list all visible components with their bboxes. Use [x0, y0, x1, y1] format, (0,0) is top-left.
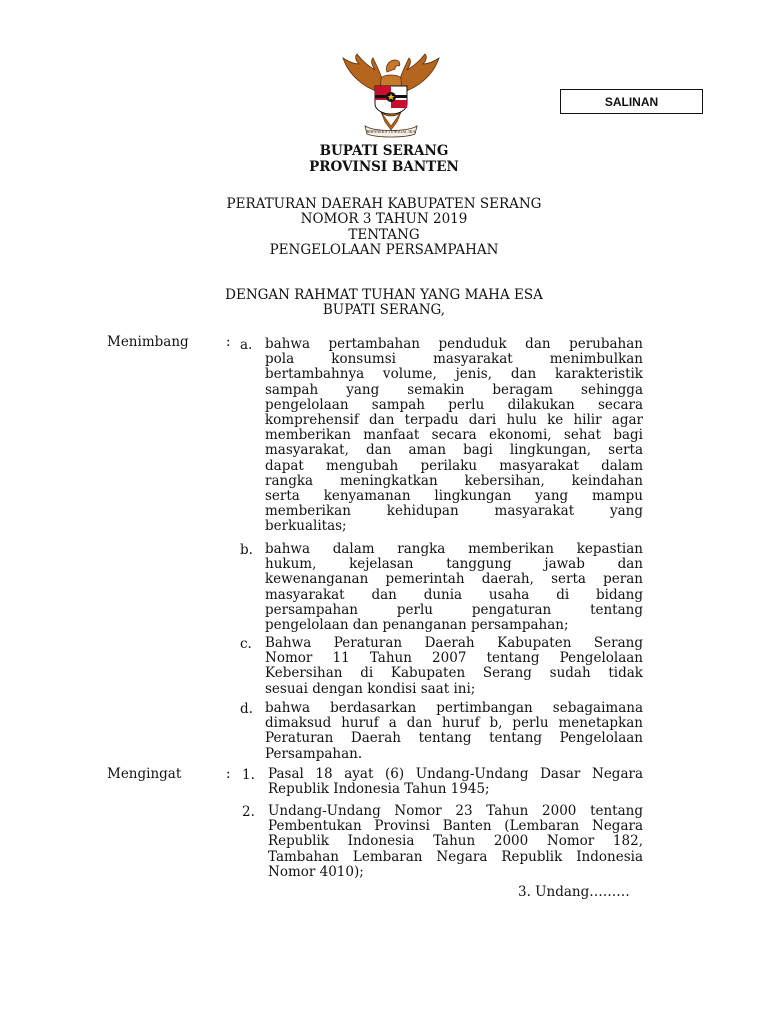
mengingat-item-2: [268, 804, 643, 880]
text-line: Nomor 11 Tahun 2007 tentang Pengelolaan: [265, 650, 643, 667]
text-line: bahwa pertambahan penduduk dan perubahan: [265, 336, 643, 352]
mengingat-label: Mengingat: [107, 766, 182, 782]
item-marker-b: b.: [240, 542, 253, 558]
text-line: masyarakat, dan aman bagi lingkungan, serta: [265, 442, 643, 459]
item-marker-1: 1.: [242, 767, 255, 783]
text-line: dapat mengubah perilaku masyarakat dalam: [265, 457, 643, 474]
text-line: bahwa berdasarkan pertimbangan sebagaimana: [265, 700, 643, 716]
text-line: sampah yang semakin beragam sehingga: [265, 381, 643, 398]
emblem-motto: BHINNEKA TUNGGAL IKA: [366, 129, 416, 134]
regulation-title-line4: PENGELOLAAN PERSAMPAHAN: [269, 242, 499, 258]
salinan-box: SALINAN: [560, 89, 703, 114]
text-line: Pasal 18 ayat (6) Undang-Undang Dasar Negara: [268, 766, 643, 782]
text-line: persampahan perlu pengaturan tentang: [265, 601, 643, 618]
text-line: sesuai dengan kondisi saat ini;: [265, 680, 476, 697]
text-line: Kebersihan di Kabupaten Serang sudah tidak: [265, 665, 643, 682]
text-line: Pembentukan Provinsi Banten (Lembaran Negara: [268, 818, 643, 835]
item-marker-c: c.: [240, 636, 252, 652]
text-line: berkualitas;: [265, 518, 347, 535]
regulation-title-line2: NOMOR 3 TAHUN 2019: [300, 211, 468, 227]
text-line: hukum, kejelasan tanggung jawab dan: [265, 556, 643, 573]
text-line: serta kenyamanan lingkungan yang mampu: [265, 488, 643, 505]
text-line: Tambahan Lembaran Negara Republik Indonesia: [268, 848, 643, 865]
text-line: rangka meningkatkan kebersihan, keindahan: [265, 472, 643, 489]
text-line: masyarakat dan dunia usaha di bidang: [265, 586, 643, 603]
mengingat-item-1: [268, 767, 643, 797]
preamble-line2: BUPATI SERANG,: [322, 302, 446, 318]
text-line: pengelolaan dan penanganan persampahan;: [265, 617, 569, 634]
item-marker-d: d.: [240, 701, 253, 717]
text-line: kewenanganan pemerintah daerah, serta peran: [265, 571, 643, 588]
text-line: komprehensif dan terpadu dari hulu ke hilir agar: [265, 412, 643, 429]
text-line: Undang-Undang Nomor 23 Tahun 2000 tentang: [268, 803, 643, 819]
text-line: dimaksud huruf a dan huruf b, perlu menetapkan: [265, 715, 643, 732]
text-line: memberikan manfaat secara ekonomi, sehat bagi: [265, 427, 643, 444]
province-heading: PROVINSI BANTEN: [309, 159, 459, 175]
text-line: Bahwa Peraturan Daerah Kabupaten Serang: [265, 635, 643, 651]
text-line: pola konsumsi masyarakat menimbulkan: [265, 351, 643, 368]
garuda-emblem-icon: [335, 52, 447, 138]
mengingat-colon: :: [226, 766, 231, 782]
menimbang-item-c: [265, 636, 643, 697]
regulation-title-line1: PERATURAN DAERAH KABUPATEN SERANG: [226, 196, 542, 212]
text-line: bertambahnya volume, jenis, dan karakteristik: [265, 366, 643, 383]
authority-heading: BUPATI SERANG: [319, 143, 449, 159]
text-line: Nomor 4010);: [268, 863, 364, 880]
text-line: memberikan kehidupan masyarakat yang: [265, 503, 643, 520]
text-line: bahwa dalam rangka memberikan kepastian: [265, 541, 643, 557]
text-line: Republik Indonesia Tahun 1945;: [268, 781, 490, 798]
text-line: Peraturan Daerah tentang tentang Pengelolaan: [265, 730, 643, 747]
menimbang-item-a: [265, 337, 643, 535]
item-marker-a: a.: [240, 337, 253, 353]
continuation-text: 3. Undang………: [518, 884, 630, 900]
menimbang-colon: :: [226, 334, 231, 350]
menimbang-label: Menimbang: [107, 334, 189, 350]
text-line: Republik Indonesia Tahun 2000 Nomor 182,: [268, 833, 643, 850]
text-line: pengelolaan sampah perlu dilakukan secara: [265, 396, 643, 413]
menimbang-item-b: [265, 542, 643, 633]
item-marker-2: 2.: [242, 804, 255, 820]
text-line: Persampahan.: [265, 745, 363, 762]
preamble-line1: DENGAN RAHMAT TUHAN YANG MAHA ESA: [225, 287, 543, 303]
regulation-title-line3: TENTANG: [348, 227, 420, 243]
menimbang-item-d: [265, 701, 643, 762]
